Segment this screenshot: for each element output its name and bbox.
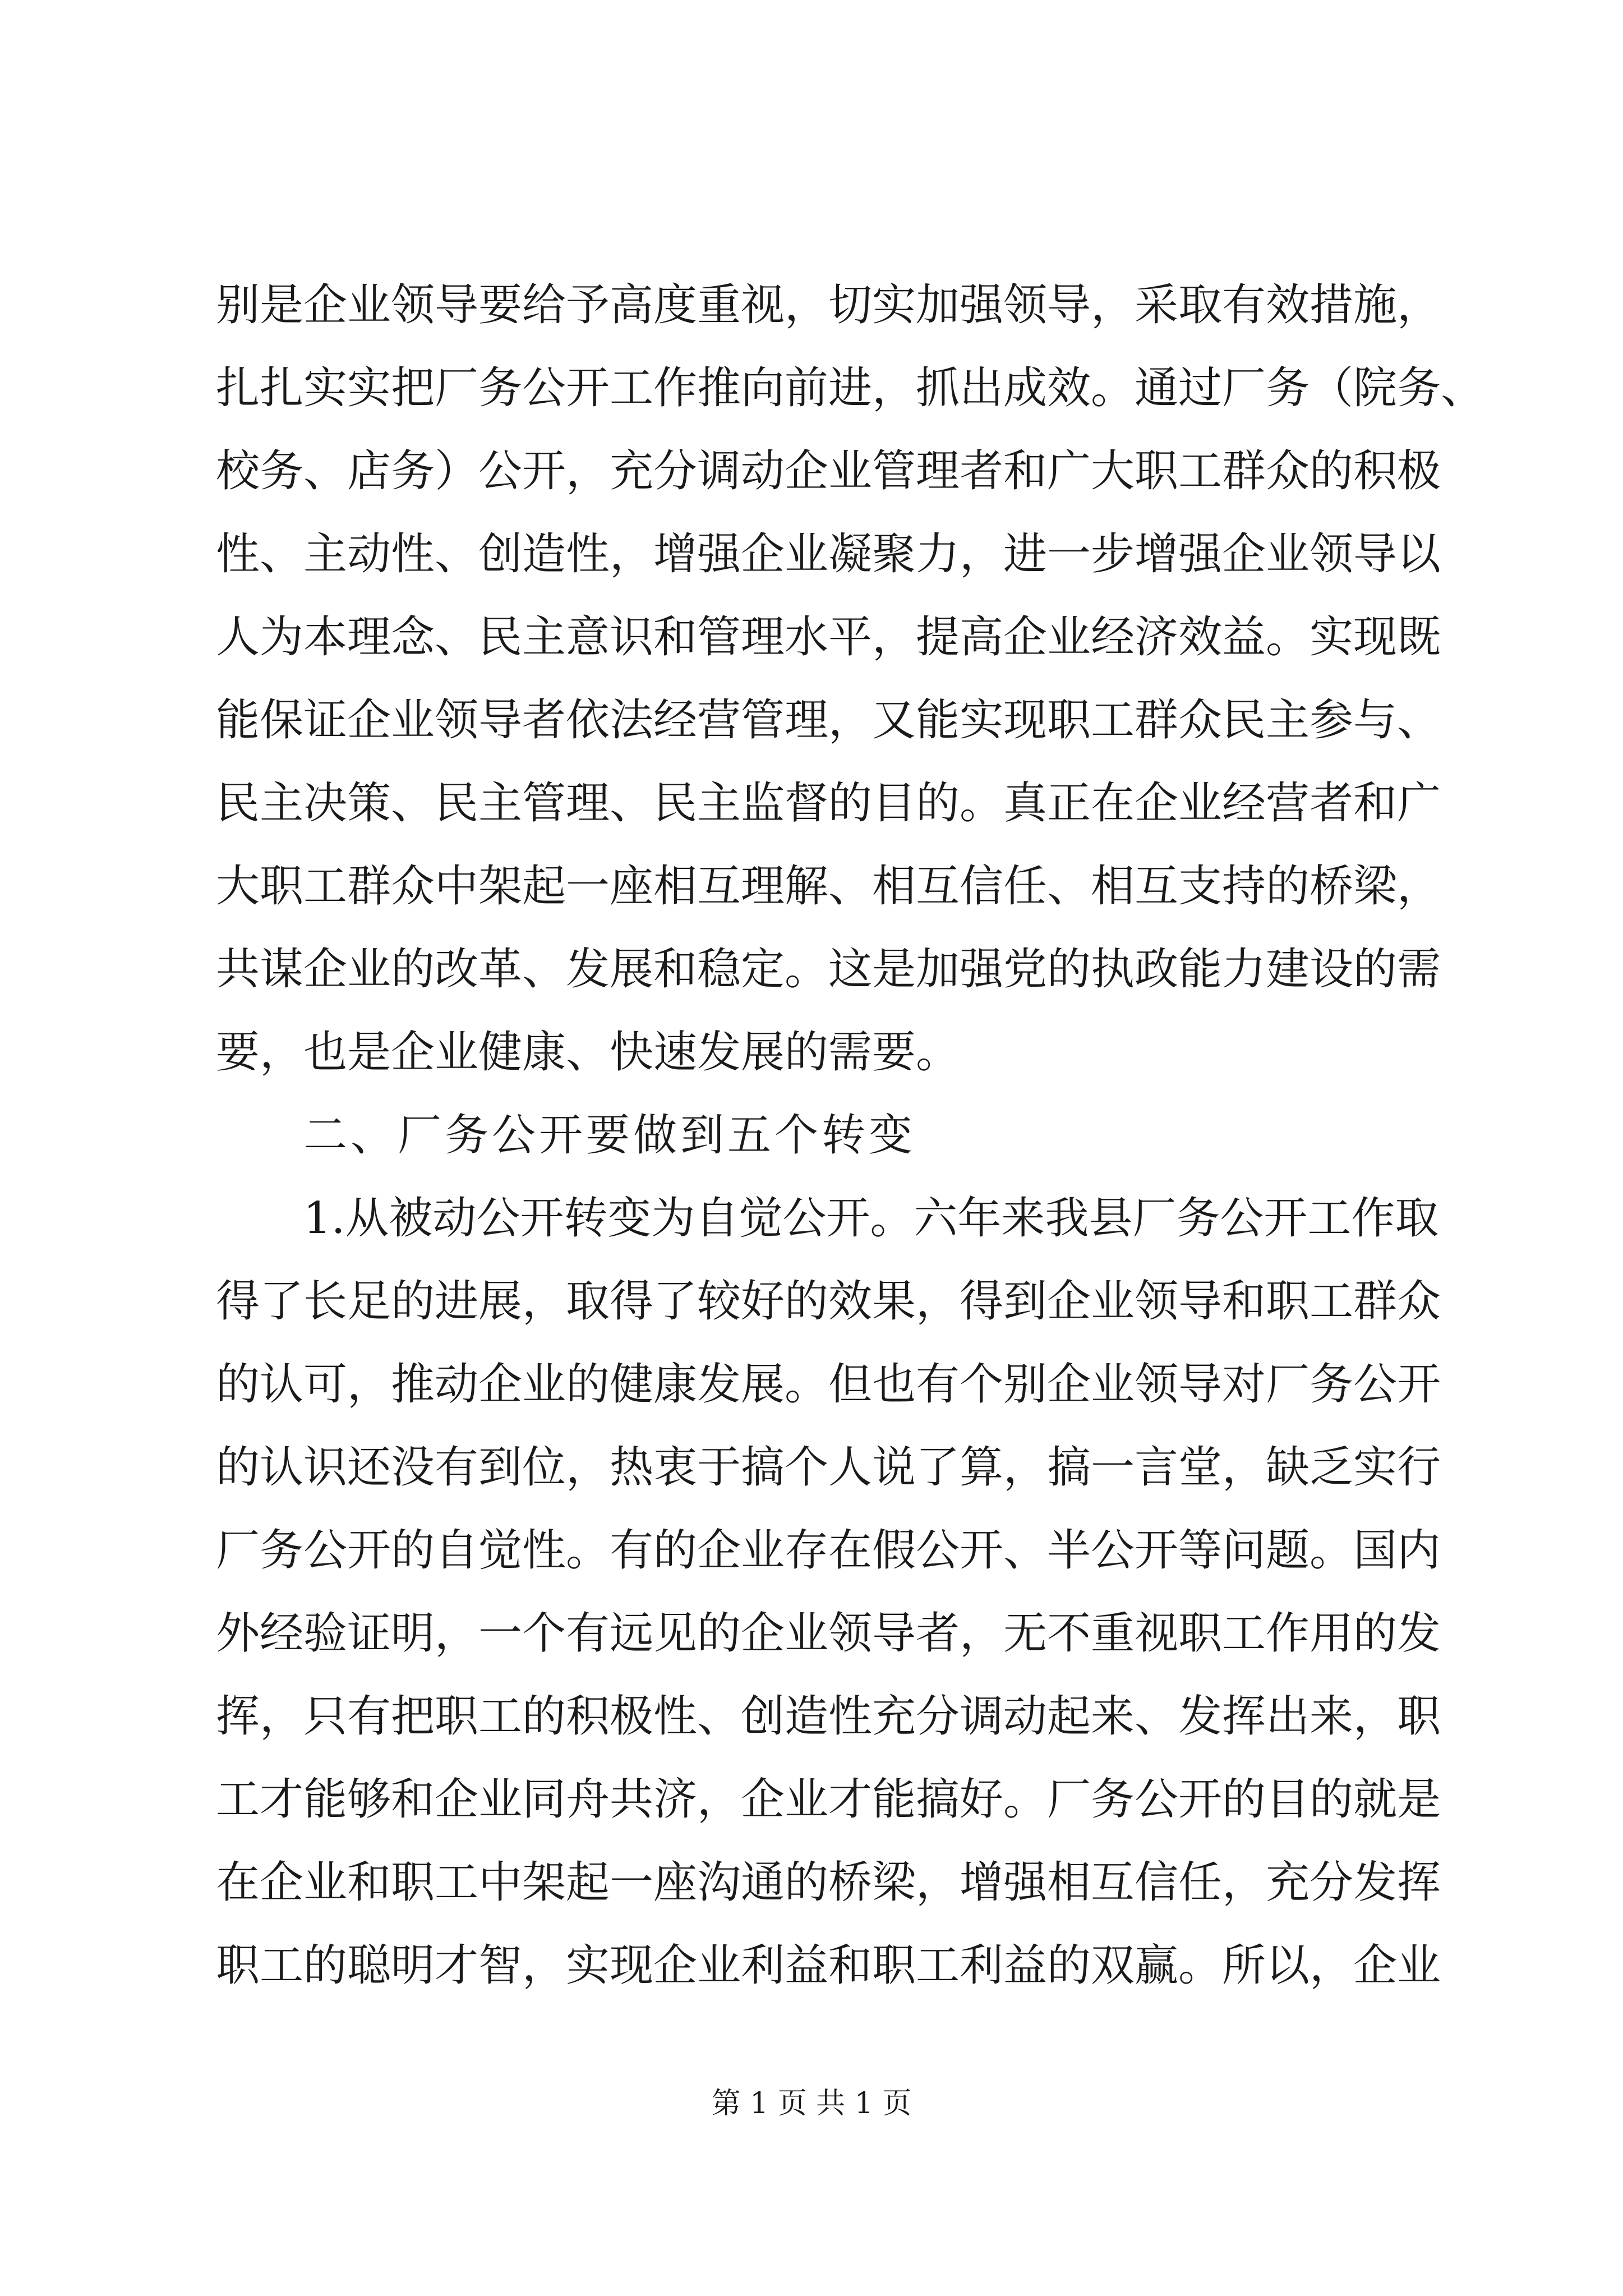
paragraph-line: 在企业和职工中架起一座沟通的桥梁，增强相互信任，充分发挥 [216,1857,1441,1908]
paragraph-line: 得了长足的进展，取得了较好的效果，得到企业领导和职工群众 [216,1276,1441,1327]
document-body [216,264,1485,2007]
page-number-footer: 第 1 页 共 1 页 [711,2087,912,2120]
paragraph-line: 性、主动性、创造性，增强企业凝聚力，进一步增强企业领导以 [216,529,1441,579]
paragraph-line: 民主决策、民主管理、民主监督的目的。真正在企业经营者和广 [216,778,1441,829]
section-heading: 二、厂务公开要做到五个转变 [303,1110,916,1161]
paragraph-line: 挥，只有把职工的积极性、创造性充分调动起来、发挥出来，职 [216,1691,1441,1742]
paragraph-line: 外经验证明，一个有远见的企业领导者，无不重视职工作用的发 [216,1608,1441,1659]
paragraph-line: 1.从被动公开转变为自觉公开。六年来我县厂务公开工作取 [303,1193,1439,1244]
paragraph-line: 的认识还没有到位，热衷于搞个人说了算，搞一言堂，缺乏实行 [216,1442,1441,1493]
paragraph-line: 扎扎实实把厂务公开工作推向前进，抓出成效。通过厂务（院务、 [216,363,1485,413]
paragraph-line: 共谋企业的改革、发展和稳定。这是加强党的执政能力建设的需 [216,944,1441,995]
paragraph-line: 校务、店务）公开，充分调动企业管理者和广大职工群众的积极 [216,446,1441,496]
paragraph-line: 人为本理念、民主意识和管理水平，提高企业经济效益。实现既 [216,612,1441,662]
paragraph-line: 别是企业领导要给予高度重视，切实加强领导，采取有效措施， [216,280,1441,330]
paragraph-line: 职工的聪明才智，实现企业利益和职工利益的双赢。所以，企业 [216,1940,1441,1991]
paragraph-line: 的认可，推动企业的健康发展。但也有个别企业领导对厂务公开 [216,1359,1441,1410]
paragraph-line: 能保证企业领导者依法经营管理，又能实现职工群众民主参与、 [216,695,1441,746]
paragraph-line: 大职工群众中架起一座相互理解、相互信任、相互支持的桥梁， [216,861,1441,912]
paragraph-line: 要，也是企业健康、快速发展的需要。 [216,1027,960,1078]
paragraph-line: 厂务公开的自觉性。有的企业存在假公开、半公开等问题。国内 [216,1525,1441,1576]
paragraph-line: 工才能够和企业同舟共济，企业才能搞好。厂务公开的目的就是 [216,1774,1441,1825]
